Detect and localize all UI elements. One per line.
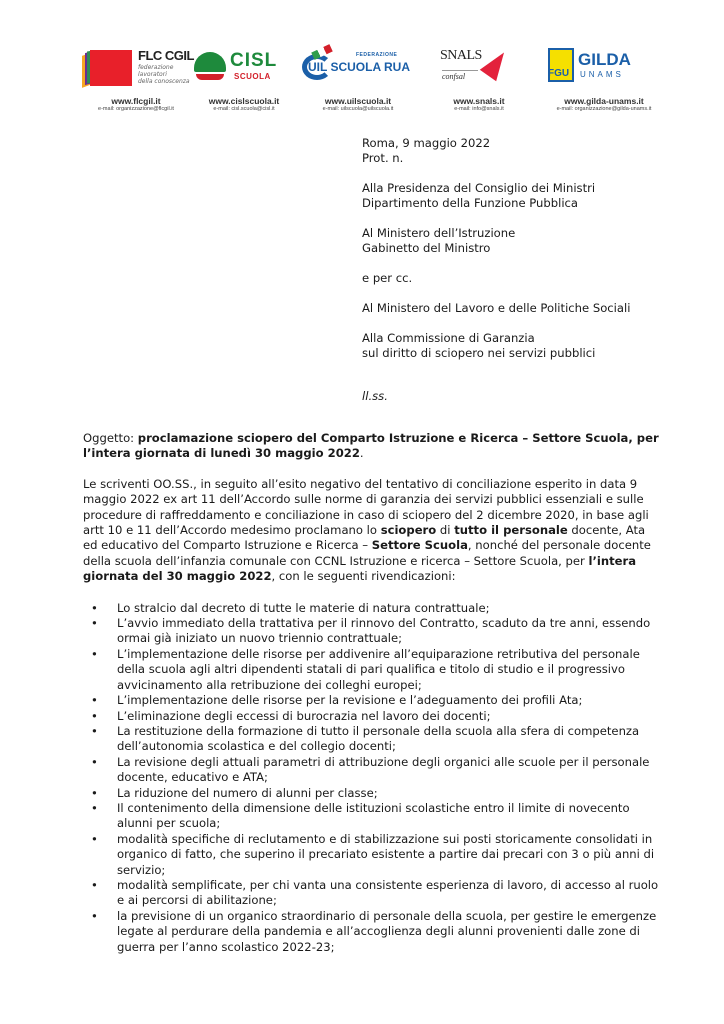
list-item: • La restituzione della formazione di tutto il personale della scuola alla sfera di competenza dell’autonomia scolastica e del collegio docenti; (117, 724, 663, 755)
recipient-ministero-istruzione: Al Ministero dell’Istruzione Gabinetto del Ministro (362, 226, 516, 255)
snals-emblem (434, 44, 524, 94)
letter-body (83, 431, 663, 955)
list-item: • La riduzione del numero di alunni per classe; (117, 786, 663, 801)
logo-snals (434, 44, 524, 112)
cc-label: e per cc. (362, 271, 413, 285)
uil-emblem (298, 44, 418, 94)
cisl-name: CISL (230, 50, 278, 71)
cisl-subtitle: SCUOLA (234, 72, 271, 81)
cc-recipient-commissione-garanzia: Alla Commissione di Garanzia sul diritto di sciopero nei servizi pubblici (362, 331, 596, 360)
demands-list (83, 601, 663, 955)
logo-gilda-unams (534, 44, 674, 112)
logo-uil-scuola-rua (298, 44, 418, 112)
cisl-url-link[interactable]: www.cislscuola.it (208, 96, 280, 106)
flc-red-square-icon (90, 50, 132, 86)
list-item: • La revisione degli attuali parametri di attribuzione degli organici alle scuole per il personale docente, educativo e ATA; (117, 755, 663, 786)
closing-llss: ll.ss. (362, 389, 388, 403)
snals-url-link[interactable]: www.snals.it (453, 96, 505, 106)
subject-text: proclamazione sciopero del Comparto Istruzione e Ricerca – Settore Scuola, per l’intera giornata di lunedì 30 maggio 2022 (83, 431, 659, 461)
snals-red-arrow-icon (480, 47, 512, 81)
union-logos-header (76, 44, 676, 114)
snals-name: SNALS (440, 48, 482, 63)
list-item: • la previsione di un organico straordinario di personale della scuola, per gestire le emergenze legate al perdurare della pandemia e all’accoglienza degli alunni provenienti dalle zone di guerra per l’anno scolastico 2022-23; (117, 909, 663, 955)
cc-recipient-ministero-lavoro: Al Ministero del Lavoro e delle Politiche Sociali (362, 301, 631, 315)
list-item: • modalità semplificate, per chi vanta una consistente esperienza di lavoro, di accesso al ruolo e ai percorsi di abilitazione; (117, 878, 663, 909)
gilda-fgu-badge: FGU (548, 68, 570, 79)
date-protocol (362, 136, 630, 166)
uil-federazione: FEDERAZIONE (356, 52, 398, 58)
cisl-email[interactable]: e-mail: cisl.scuola@cisl.it (213, 106, 275, 112)
gilda-subtitle: UNAMS (580, 70, 624, 79)
gilda-url-link[interactable]: www.gilda-unams.it (564, 96, 644, 106)
list-item: • modalità specifiche di reclutamento e di stabilizzazione sui posti storicamente consolidati in organico di fatto, che superino il precariato esistente a partire dai precari con 3 o più anni di servizio; (117, 832, 663, 878)
list-item: • Lo stralcio dal decreto di tutte le materie di natura contrattuale; (117, 601, 663, 616)
logo-cisl-scuola (194, 44, 294, 112)
recipient-presidenza: Alla Presidenza del Consiglio dei Ministri Dipartimento della Funzione Pubblica (362, 181, 596, 210)
list-item: • L’implementazione delle risorse per addivenire all’equiparazione retributiva del personale della scuola agli altri dipendenti statali di pari qualifica e titolo di studio e il progressivo avvicinamento alla retribuzione dei colleghi europei; (117, 647, 663, 693)
gilda-name: GILDA (578, 50, 631, 69)
list-item: • Il contenimento della dimensione delle istituzioni scolastiche entro il limite di novecento alunni per scuola; (117, 801, 663, 832)
flc-name: FLC CGIL (138, 48, 194, 63)
snals-email[interactable]: e-mail: info@snals.it (454, 106, 504, 112)
list-item: • L’eliminazione degli eccessi di burocrazia nel lavoro dei docenti; (117, 709, 663, 724)
cisl-emblem (194, 44, 294, 94)
uil-name: UIL SCUOLA RUA (308, 60, 410, 74)
subject-label: Oggetto: (83, 431, 135, 445)
list-item: • L’implementazione delle risorse per la revisione e l’adeguamento dei profili Ata; (117, 693, 663, 708)
uil-url-link[interactable]: www.uilscuola.it (324, 96, 392, 106)
flc-url-link[interactable]: www.flcgil.it (111, 96, 161, 106)
gilda-email[interactable]: e-mail: organizzazione@gilda-unams.it (556, 106, 652, 112)
subject-line: Oggetto: proclamazione sciopero del Comparto Istruzione e Ricerca – Settore Scuola, per l’intera giornata di lunedì 30 maggio 2022. (83, 431, 659, 461)
snals-confsal: confsal (442, 70, 478, 81)
flc-cgil-emblem (76, 44, 196, 94)
uil-email[interactable]: e-mail: uilscuola@uilscuola.it (322, 106, 394, 112)
list-item: • L’avvio immediato della trattativa per il rinnovo del Contratto, scaduto da tre anni, essendo ormai già iniziato un nuovo triennio contrattuale; (117, 616, 663, 647)
protocol-number: Prot. n. (362, 151, 404, 165)
flc-email[interactable]: e-mail: organizzazione@flcgil.it (98, 106, 174, 112)
strike-proclamation-paragraph: Le scriventi OO.SS., in seguito all’esito negativo del tentativo di conciliazione esperito in data 9 maggio 2022 ex art 11 dell’Accordo sulle norme di garanzia dei servizi pubblici essenziali e sulle procedure di raffreddamento e conciliazione in caso di sciopero del 2 dicembre 2020, in base agli artt 10 e 11 dell’Accordo medesimo proclamano lo sciopero di tutto il personale docente, Ata ed educativo del Comparto Istruzione e Ricerca – Settore Scuola, nonché del personale docente della scuola dell’infanzia comunale con CCNL Istruzione e ricerca – Settore Scuola, per l’intera giornata del 30 maggio 2022, con le seguenti rivendicazioni: (83, 476, 651, 584)
flc-subtitle: federazione lavoratori della conoscenza (138, 64, 190, 85)
letter-date: Roma, 9 maggio 2022 (362, 136, 491, 150)
logo-flc-cgil (76, 44, 196, 112)
gilda-emblem (534, 44, 674, 94)
cisl-green-dome-icon (194, 52, 226, 72)
address-block (362, 136, 630, 419)
cisl-red-band-icon (196, 74, 224, 80)
